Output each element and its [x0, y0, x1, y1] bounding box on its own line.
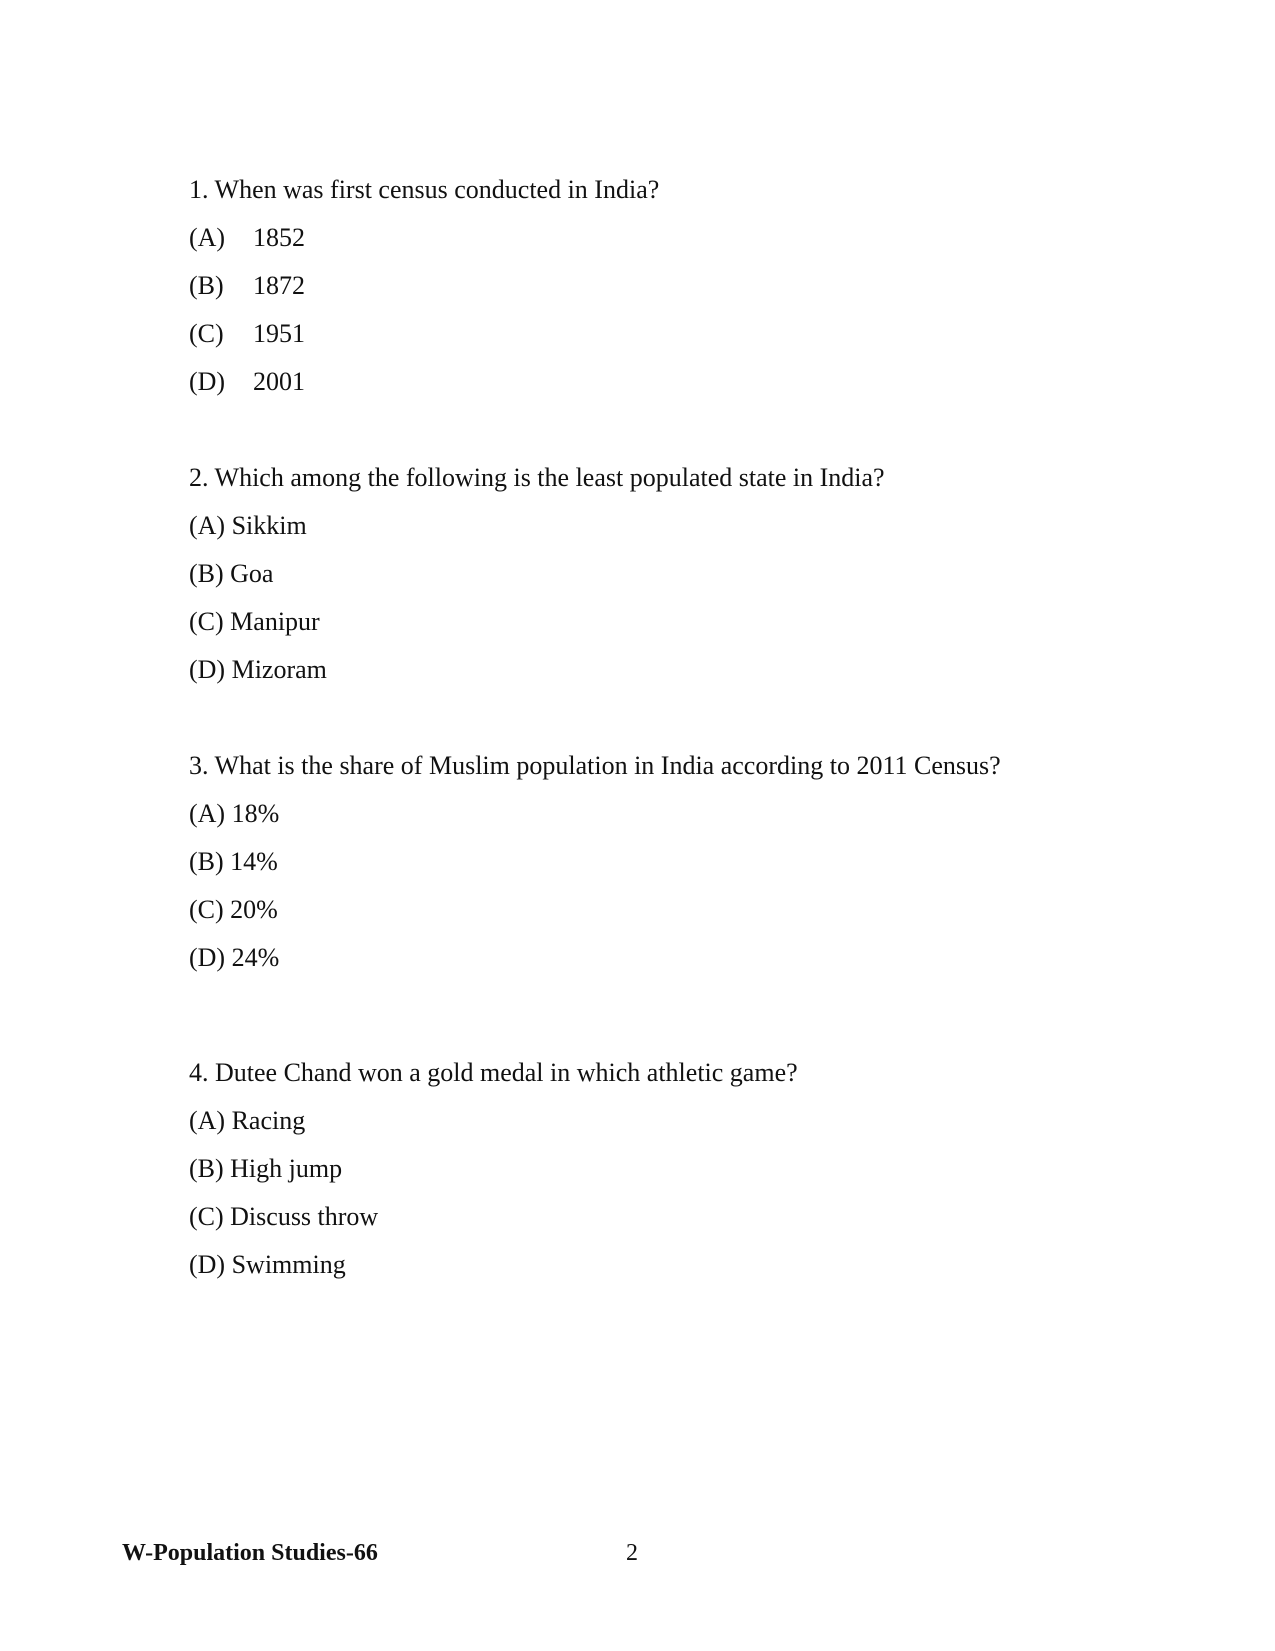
option-d: (D) 24%: [189, 943, 280, 972]
footer-title: W-Population Studies-66: [122, 1540, 378, 1566]
question-3: [189, 751, 1089, 973]
question-text: 2. Which among the following is the least populated state in India?: [189, 463, 885, 492]
question-2: [189, 463, 1089, 685]
option-b: (B) 14%: [189, 847, 278, 876]
option-d: [189, 367, 1089, 397]
option-a: (A) Racing: [189, 1106, 306, 1135]
page-number: 2: [626, 1540, 638, 1566]
option-c: (C) Manipur: [189, 607, 320, 636]
option-text: 1872: [253, 271, 305, 300]
option-c: (C) Discuss throw: [189, 1202, 379, 1231]
option-a: [189, 223, 1089, 253]
option-letter: (B): [189, 271, 224, 300]
option-b: [189, 271, 1089, 301]
option-c: (C) 20%: [189, 895, 278, 924]
option-d: (D) Mizoram: [189, 655, 327, 684]
option-c: [189, 319, 1089, 349]
option-text: 2001: [253, 367, 305, 396]
option-b: (B) Goa: [189, 559, 274, 588]
option-a: (A) 18%: [189, 799, 280, 828]
option-text: 1852: [253, 223, 305, 252]
option-d: (D) Swimming: [189, 1250, 346, 1279]
option-a: (A) Sikkim: [189, 511, 307, 540]
question-text: 3. What is the share of Muslim population in India according to 2011 Census?: [189, 751, 1001, 780]
option-letter: (D): [189, 367, 226, 396]
option-text: 1951: [253, 319, 305, 348]
question-4: [189, 1058, 1089, 1280]
option-b: (B) High jump: [189, 1154, 343, 1183]
option-letter: (A): [189, 223, 226, 252]
question-text: 1. When was first census conducted in India?: [189, 175, 660, 204]
question-text: 4. Dutee Chand won a gold medal in which athletic game?: [189, 1058, 798, 1087]
option-letter: (C): [189, 319, 224, 348]
question-1: [189, 175, 1089, 397]
